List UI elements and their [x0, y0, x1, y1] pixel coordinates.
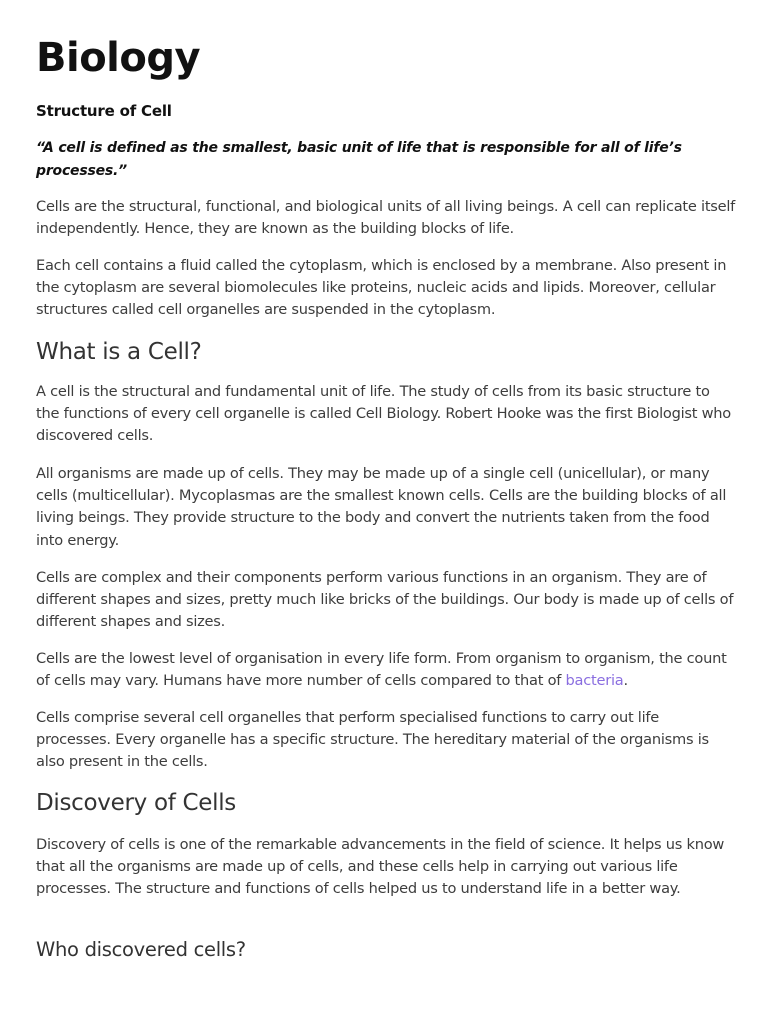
- intro-paragraph-2: Each cell contains a fluid called the cytoplasm, which is enclosed by a membrane. Also present in the cytoplasm are several biomolecules like proteins, nucleic acids and lipids. Moreover, cellular structures called cell organelles are suspended in the cytoplasm.: [36, 257, 727, 319]
- cell-paragraph-5: Cells comprise several cell organelles that perform specialised functions to carry out life processes. Every organelle has a specific structure. The hereditary material of the organisms is also present in the cells.: [36, 709, 709, 771]
- discovery-paragraph: Discovery of cells is one of the remarkable advancements in the field of science. It helps us know that all the organisms are made up of cells, and these cells help in carrying out various life processes. The structure and functions of cells helped us to understand life in a better way.: [36, 836, 725, 898]
- bacteria-link[interactable]: bacteria: [565, 672, 624, 690]
- cell-paragraph-2: All organisms are made up of cells. They may be made up of a single cell (unicellular), or many cells (multicellular). Mycoplasmas are the smallest known cells. Cells are the building blocks of all living beings. They provide structure to the body and convert the nutrients taken from the food into energy.: [36, 465, 727, 549]
- cell-paragraph-4: [36, 648, 736, 692]
- heading-who-discovered-cells: Who discovered cells?: [36, 938, 246, 961]
- heading-what-is-a-cell: What is a Cell?: [36, 339, 202, 365]
- cell-paragraph-4-end: .: [623, 672, 628, 690]
- definition-quote: “A cell is defined as the smallest, basic unit of life that is responsible for all of life’s processes.”: [36, 140, 682, 179]
- cell-paragraph-4-text: Cells are the lowest level of organisation in every life form. From organism to organism, the count of cells may vary. Humans have more number of cells compared to that of: [36, 650, 727, 690]
- cell-paragraph-3: Cells are complex and their components perform various functions in an organism. They are of different shapes and sizes, pretty much like bricks of the buildings. Our body is made up of cells of different shapes and sizes.: [36, 569, 734, 631]
- page-title: Biology: [36, 35, 201, 81]
- intro-paragraph-1: Cells are the structural, functional, and biological units of all living beings. A cell can replicate itself independently. Hence, they are known as the building blocks of life.: [36, 198, 736, 238]
- heading-discovery-of-cells: Discovery of Cells: [36, 790, 236, 816]
- article-subtitle: Structure of Cell: [36, 102, 172, 120]
- cell-paragraph-1: A cell is the structural and fundamental unit of life. The study of cells from its basic structure to the functions of every cell organelle is called Cell Biology. Robert Hooke was the first Biologist who discovered cells.: [36, 383, 731, 445]
